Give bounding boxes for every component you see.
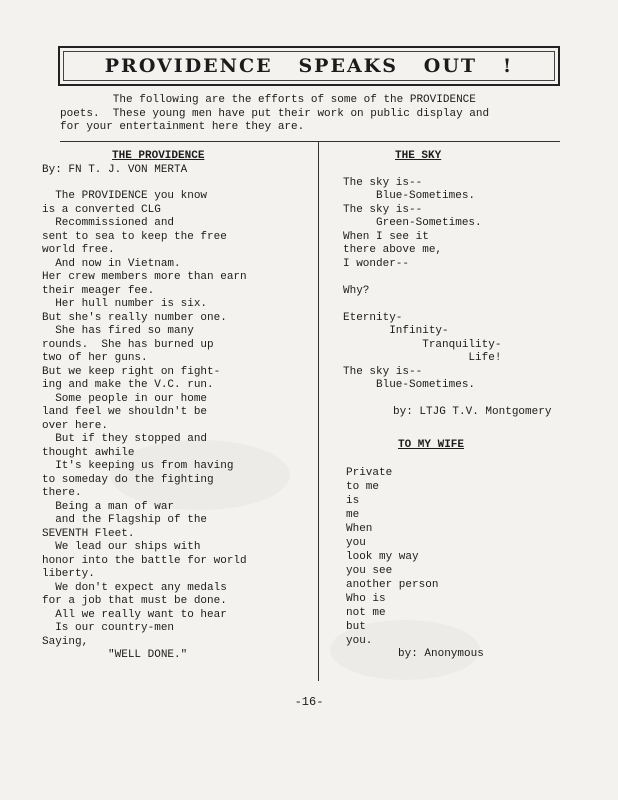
top-divider	[60, 141, 560, 142]
title-banner	[58, 46, 560, 86]
poem-line: The PROVIDENCE you know	[42, 190, 208, 202]
poem-line: She has fired so many	[42, 325, 194, 337]
poem-line: honor into the battle for world	[42, 554, 247, 567]
poem-line: you.	[346, 634, 373, 647]
poem-line: rounds. She has burned up	[42, 338, 214, 351]
poem-body	[346, 466, 576, 648]
poem-line: We lead our ships with	[42, 541, 201, 553]
poem-line: sent to sea to keep the free	[42, 230, 227, 243]
poem-line: The sky is--	[343, 365, 423, 378]
poem-line: But if they stopped and	[42, 433, 208, 445]
poem-byline: by: LTJG T.V. Montgomery	[393, 405, 552, 418]
poem-line: and the Flagship of the	[42, 514, 208, 526]
poem-line: Her hull number is six.	[42, 298, 208, 310]
poem-line: me	[346, 508, 360, 521]
intro-line: The following are the efforts of some of the PROVIDENCE	[60, 94, 476, 106]
poem-line	[343, 298, 573, 312]
column-divider	[318, 141, 319, 681]
poem-to-my-wife	[346, 439, 576, 661]
poem-line: but	[346, 620, 366, 633]
poem-line: When	[346, 522, 373, 535]
intro-paragraph	[60, 93, 570, 134]
poem-line: to someday do the fighting	[42, 473, 214, 486]
poem-body	[42, 190, 312, 663]
poem-line: When I see it	[343, 230, 429, 243]
page-title: PROVIDENCE SPEAKS OUT !	[104, 55, 514, 77]
page-number: -16-	[294, 695, 324, 709]
poem-line: SEVENTH Fleet.	[42, 527, 135, 540]
poem-title: TO MY WIFE	[398, 439, 465, 451]
poem-line: We don't expect any medals	[42, 581, 227, 594]
poem-byline: by: Anonymous	[398, 647, 484, 660]
poem-line: land feel we shouldn't be	[42, 406, 208, 418]
poem-line: you	[346, 536, 366, 549]
poem-line: Eternity-	[343, 311, 403, 324]
poem-line: Some people in our home	[42, 392, 208, 405]
poem-line: Private	[346, 466, 393, 479]
poem-line: Green-Sometimes.	[343, 217, 482, 229]
poem-line: Who is	[346, 592, 386, 605]
poem-line: I wonder--	[343, 257, 410, 270]
poem-line: And now in Vietnam.	[42, 257, 181, 270]
poem-line: world free.	[42, 244, 115, 256]
poem-line: The sky is--	[343, 176, 423, 189]
poem-title: THE PROVIDENCE	[112, 150, 205, 162]
poem-line: their meager fee.	[42, 284, 155, 297]
poem-line: Tranquility-	[343, 338, 502, 351]
intro-line: for your entertainment here they are.	[60, 121, 305, 133]
poem-line	[343, 271, 573, 285]
poem-line: Why?	[343, 284, 370, 297]
poem-byline: By: FN T. J. VON MERTA	[42, 163, 188, 176]
poem-line: you see	[346, 564, 393, 577]
poem-line: over here.	[42, 419, 109, 432]
poem-line: for a job that must be done.	[42, 595, 227, 607]
poem-line: Being a man of war	[42, 500, 175, 513]
poem-line: All we really want to hear	[42, 608, 227, 621]
poem-line: thought awhile	[42, 446, 135, 459]
intro-line: poets. These young men have put their work on public display and	[60, 107, 490, 120]
poem-line: two of her guns.	[42, 352, 148, 364]
poem-line: is	[346, 494, 360, 507]
poem-line: look my way	[346, 550, 419, 563]
poem-the-sky	[343, 150, 573, 419]
poem-line: Recommissioned and	[42, 217, 175, 229]
poem-line: there.	[42, 487, 82, 499]
poem-line: not me	[346, 606, 386, 619]
poem-line: to me	[346, 480, 380, 493]
poem-line: ing and make the V.C. run.	[42, 379, 214, 391]
poem-line: But she's really number one.	[42, 311, 227, 324]
poem-line: another person	[346, 578, 439, 591]
poem-providence	[42, 150, 312, 663]
poem-line: Saying,	[42, 635, 89, 648]
poem-line: "WELL DONE."	[42, 649, 188, 661]
poem-line: Life!	[343, 352, 502, 364]
poem-line: The sky is--	[343, 203, 423, 216]
poem-line: Blue-Sometimes.	[343, 190, 476, 202]
poem-line: is a converted CLG	[42, 203, 161, 216]
poem-line: It's keeping us from having	[42, 460, 234, 472]
poem-line: liberty.	[42, 568, 95, 580]
poem-line: Blue-Sometimes.	[343, 379, 476, 391]
poem-line: Is our country-men	[42, 622, 175, 634]
poem-title: THE SKY	[395, 150, 442, 162]
poem-body	[343, 177, 573, 393]
poem-line: Her crew members more than earn	[42, 271, 247, 283]
poem-line: there above me,	[343, 244, 443, 256]
poem-line: But we keep right on fight-	[42, 365, 221, 378]
poem-line: Infinity-	[343, 325, 449, 337]
